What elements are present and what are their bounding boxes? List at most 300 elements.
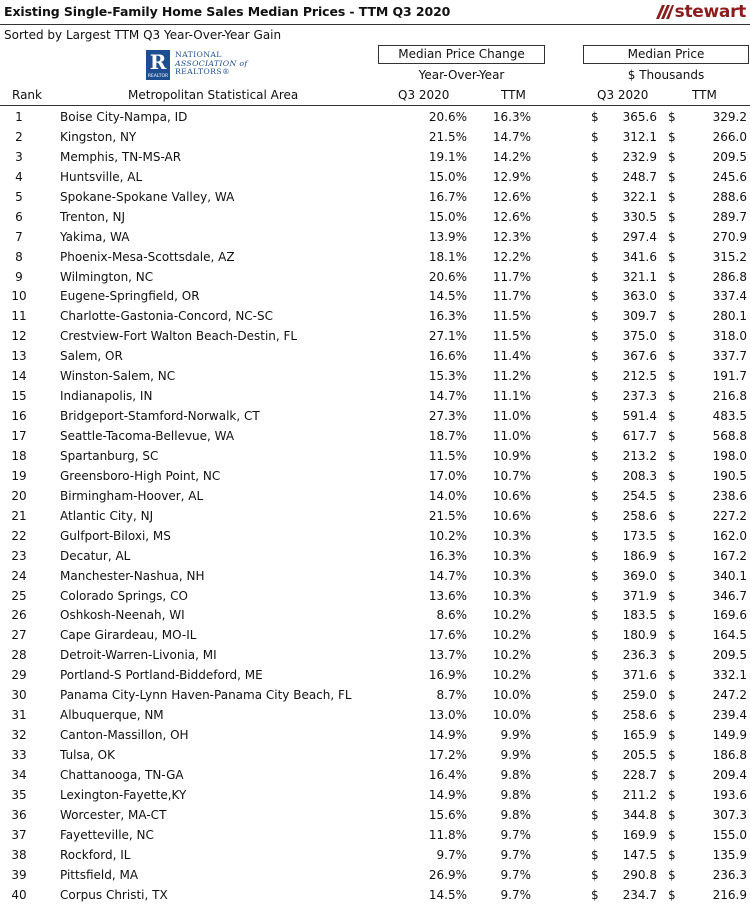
- rank-cell: 11: [11, 309, 27, 324]
- yoy-q3-cell: 11.5%: [428, 448, 467, 463]
- yoy-q3-cell: 14.9%: [428, 787, 467, 802]
- currency-symbol: $: [668, 289, 676, 304]
- price-q3-cell: 248.7: [622, 169, 657, 184]
- price-q3-cell: 365.6: [622, 110, 657, 124]
- area-cell: Wilmington, NC: [60, 269, 154, 284]
- currency-symbol: $: [668, 209, 676, 224]
- yoy-ttm-cell: 10.3%: [492, 568, 531, 583]
- column-header-price-q3: Q3 2020: [597, 88, 649, 102]
- stewart-swoosh-icon: [654, 4, 674, 20]
- column-header-price-ttm: TTM: [692, 88, 717, 102]
- yoy-ttm-cell: 9.8%: [500, 767, 531, 782]
- price-ttm-cell: 164.5: [712, 628, 747, 643]
- rank-cell: 17: [11, 429, 27, 443]
- yoy-q3-cell: 16.9%: [428, 668, 467, 683]
- yoy-ttm-cell: 11.7%: [492, 289, 531, 304]
- yoy-q3-cell: 14.5%: [428, 289, 467, 304]
- table-row: [0, 886, 750, 906]
- yoy-ttm-cell: 14.7%: [492, 129, 531, 144]
- yoy-ttm-cell: 10.9%: [492, 448, 531, 463]
- yoy-q3-cell: 10.2%: [428, 528, 467, 543]
- table-row: [0, 367, 750, 387]
- yoy-q3-cell: 15.0%: [428, 209, 467, 224]
- rank-cell: 29: [11, 668, 27, 683]
- price-ttm-cell: 149.9: [712, 728, 747, 743]
- table-row: [0, 606, 750, 626]
- yoy-ttm-cell: 11.0%: [492, 429, 531, 443]
- price-q3-cell: 258.6: [622, 708, 657, 723]
- currency-symbol: $: [591, 528, 599, 543]
- price-ttm-cell: 193.6: [712, 787, 747, 802]
- currency-symbol: $: [668, 448, 676, 463]
- area-cell: Oshkosh-Neenah, WI: [60, 608, 185, 623]
- price-q3-cell: 165.9: [622, 728, 657, 743]
- table-row: [0, 826, 750, 846]
- price-q3-cell: 591.4: [622, 409, 657, 424]
- table-row: [0, 447, 750, 467]
- area-cell: Kingston, NY: [60, 129, 137, 144]
- page-title: Existing Single-Family Home Sales Median Prices - TTM Q3 2020: [4, 4, 451, 19]
- rank-cell: 23: [11, 548, 27, 563]
- currency-symbol: $: [668, 807, 676, 822]
- rank-cell: 9: [15, 269, 23, 284]
- price-q3-cell: 309.7: [622, 309, 657, 324]
- currency-symbol: $: [591, 648, 599, 663]
- area-cell: Detroit-Warren-Livonia, MI: [60, 648, 217, 663]
- currency-symbol: $: [668, 409, 676, 424]
- area-cell: Winston-Salem, NC: [60, 369, 176, 384]
- yoy-q3-cell: 15.3%: [428, 369, 467, 384]
- table-row: [0, 726, 750, 746]
- currency-symbol: $: [668, 508, 676, 523]
- currency-symbol: $: [591, 229, 599, 244]
- price-q3-cell: 254.5: [622, 488, 657, 503]
- currency-symbol: $: [668, 229, 676, 244]
- price-q3-cell: 297.4: [622, 229, 657, 244]
- currency-symbol: $: [668, 787, 676, 802]
- price-q3-cell: 169.9: [622, 827, 657, 842]
- rank-cell: 2: [15, 129, 23, 144]
- yoy-ttm-cell: 11.4%: [492, 349, 531, 364]
- yoy-ttm-cell: 9.9%: [500, 748, 531, 762]
- table-row: [0, 846, 750, 866]
- nar-logo: [146, 50, 266, 82]
- yoy-q3-cell: 14.7%: [428, 568, 467, 583]
- price-ttm-cell: 236.3: [712, 867, 747, 882]
- yoy-q3-cell: 17.6%: [428, 628, 467, 643]
- area-cell: Memphis, TN-MS-AR: [60, 149, 182, 164]
- area-cell: Corpus Christi, TX: [60, 887, 168, 902]
- yoy-q3-cell: 27.3%: [428, 409, 467, 424]
- yoy-ttm-cell: 9.8%: [500, 787, 531, 802]
- currency-symbol: $: [668, 728, 676, 743]
- yoy-ttm-cell: 9.7%: [500, 867, 531, 882]
- currency-symbol: $: [668, 309, 676, 324]
- price-ttm-cell: 329.2: [712, 110, 747, 124]
- rank-cell: 15: [11, 389, 27, 404]
- table-row: [0, 287, 750, 307]
- currency-symbol: $: [591, 588, 599, 603]
- yoy-q3-cell: 16.6%: [428, 349, 467, 364]
- price-q3-cell: 147.5: [622, 847, 657, 862]
- table-row: [0, 268, 750, 288]
- rank-cell: 5: [15, 189, 23, 204]
- price-q3-cell: 258.6: [622, 508, 657, 523]
- rank-cell: 12: [11, 329, 27, 344]
- currency-symbol: $: [668, 269, 676, 284]
- rank-cell: 20: [11, 488, 27, 503]
- table-row: [0, 746, 750, 766]
- price-ttm-cell: 155.0: [712, 827, 747, 842]
- currency-symbol: $: [591, 688, 599, 703]
- rank-cell: 35: [11, 787, 27, 802]
- price-ttm-cell: 162.0: [712, 528, 747, 543]
- table-row: [0, 527, 750, 547]
- currency-symbol: $: [591, 209, 599, 224]
- price-ttm-cell: 216.9: [712, 887, 747, 902]
- rank-cell: 16: [11, 409, 27, 424]
- area-cell: Fayetteville, NC: [60, 827, 154, 842]
- yoy-ttm-cell: 9.7%: [500, 827, 531, 842]
- currency-symbol: $: [668, 149, 676, 164]
- area-cell: Rockford, IL: [60, 847, 131, 862]
- table-row: [0, 188, 750, 208]
- logo-line: NATIONAL: [175, 50, 222, 59]
- yoy-ttm-cell: 10.3%: [492, 548, 531, 563]
- table-row: [0, 208, 750, 228]
- currency-symbol: $: [668, 887, 676, 902]
- currency-symbol: $: [591, 508, 599, 523]
- price-q3-cell: 211.2: [622, 787, 657, 802]
- price-q3-cell: 228.7: [622, 767, 657, 782]
- column-header-yoy-ttm: TTM: [501, 88, 526, 102]
- price-q3-cell: 213.2: [622, 448, 657, 463]
- area-cell: Gulfport-Biloxi, MS: [60, 528, 171, 543]
- currency-symbol: $: [591, 169, 599, 184]
- yoy-ttm-cell: 10.2%: [492, 608, 531, 623]
- currency-symbol: $: [668, 767, 676, 782]
- area-cell: Boise City-Nampa, ID: [60, 110, 188, 124]
- price-q3-cell: 341.6: [622, 249, 657, 264]
- group-subheader-yoy: Year-Over-Year: [418, 68, 505, 82]
- currency-symbol: $: [591, 129, 599, 144]
- table-row: [0, 706, 750, 726]
- currency-symbol: $: [668, 528, 676, 543]
- table-row: [0, 567, 750, 587]
- area-cell: Huntsville, AL: [60, 169, 143, 184]
- price-ttm-cell: 315.2: [712, 249, 747, 264]
- price-ttm-cell: 190.5: [712, 468, 747, 483]
- yoy-q3-cell: 15.6%: [428, 807, 467, 822]
- currency-symbol: $: [668, 349, 676, 364]
- yoy-q3-cell: 26.9%: [428, 867, 467, 882]
- price-q3-cell: 617.7: [622, 429, 657, 443]
- rank-cell: 3: [15, 149, 23, 164]
- yoy-q3-cell: 9.7%: [436, 847, 467, 862]
- price-q3-cell: 205.5: [622, 748, 657, 762]
- currency-symbol: $: [591, 608, 599, 623]
- yoy-ttm-cell: 14.2%: [492, 149, 531, 164]
- yoy-q3-cell: 14.9%: [428, 728, 467, 743]
- price-ttm-cell: 238.6: [712, 488, 747, 503]
- yoy-ttm-cell: 12.6%: [492, 189, 531, 204]
- area-cell: Indianapolis, IN: [60, 389, 153, 404]
- currency-symbol: $: [591, 189, 599, 204]
- rank-cell: 1: [15, 110, 23, 124]
- rank-cell: 13: [11, 349, 27, 364]
- currency-symbol: $: [591, 748, 599, 762]
- area-cell: Portland-S Portland-Biddeford, ME: [60, 668, 263, 683]
- table-row: [0, 487, 750, 507]
- currency-symbol: $: [668, 468, 676, 483]
- yoy-ttm-cell: 11.5%: [492, 309, 531, 324]
- yoy-q3-cell: 20.6%: [428, 269, 467, 284]
- currency-symbol: $: [668, 129, 676, 144]
- currency-symbol: $: [591, 807, 599, 822]
- currency-symbol: $: [591, 349, 599, 364]
- group-header-price-change: Median Price Change: [378, 45, 545, 64]
- yoy-q3-cell: 13.9%: [428, 229, 467, 244]
- rank-cell: 28: [11, 648, 27, 663]
- currency-symbol: $: [668, 389, 676, 404]
- rank-cell: 24: [11, 568, 27, 583]
- price-q3-cell: 330.5: [622, 209, 657, 224]
- price-q3-cell: 173.5: [622, 528, 657, 543]
- yoy-q3-cell: 13.6%: [428, 588, 467, 603]
- rank-cell: 26: [11, 608, 27, 623]
- yoy-q3-cell: 8.7%: [436, 688, 467, 703]
- currency-symbol: $: [591, 249, 599, 264]
- yoy-q3-cell: 21.5%: [428, 508, 467, 523]
- area-cell: Trenton, NJ: [60, 209, 126, 224]
- area-cell: Atlantic City, NJ: [60, 508, 154, 523]
- yoy-q3-cell: 19.1%: [428, 149, 467, 164]
- table-row: [0, 108, 750, 128]
- yoy-ttm-cell: 10.3%: [492, 528, 531, 543]
- table-row: [0, 646, 750, 666]
- rank-cell: 39: [11, 867, 27, 882]
- currency-symbol: $: [668, 827, 676, 842]
- yoy-ttm-cell: 12.6%: [492, 209, 531, 224]
- rank-cell: 25: [11, 588, 27, 603]
- price-ttm-cell: 209.5: [712, 648, 747, 663]
- price-q3-cell: 186.9: [622, 548, 657, 563]
- currency-symbol: $: [668, 748, 676, 762]
- currency-symbol: $: [591, 149, 599, 164]
- yoy-q3-cell: 16.3%: [428, 548, 467, 563]
- currency-symbol: $: [668, 169, 676, 184]
- yoy-q3-cell: 16.3%: [428, 309, 467, 324]
- rank-cell: 40: [11, 887, 27, 902]
- rank-cell: 38: [11, 847, 27, 862]
- currency-symbol: $: [591, 309, 599, 324]
- yoy-ttm-cell: 10.6%: [492, 508, 531, 523]
- rank-cell: 21: [11, 508, 27, 523]
- price-ttm-cell: 209.4: [712, 767, 747, 782]
- yoy-ttm-cell: 12.3%: [492, 229, 531, 244]
- table-row: [0, 387, 750, 407]
- yoy-q3-cell: 18.7%: [428, 429, 467, 443]
- area-cell: Panama City-Lynn Haven-Panama City Beach, FL: [60, 688, 352, 703]
- price-ttm-cell: 227.2: [712, 508, 747, 523]
- yoy-q3-cell: 17.0%: [428, 468, 467, 483]
- brand-name: stewart: [674, 2, 746, 22]
- yoy-ttm-cell: 10.2%: [492, 648, 531, 663]
- price-ttm-cell: 337.7: [712, 349, 747, 364]
- table-row: [0, 148, 750, 168]
- header-divider: [0, 105, 750, 106]
- rank-cell: 8: [15, 249, 23, 264]
- area-cell: Spokane-Spokane Valley, WA: [60, 189, 235, 204]
- price-q3-cell: 180.9: [622, 628, 657, 643]
- price-ttm-cell: 245.6: [712, 169, 747, 184]
- rank-cell: 4: [15, 169, 23, 184]
- yoy-ttm-cell: 10.6%: [492, 488, 531, 503]
- area-cell: Lexington-Fayette,KY: [60, 787, 187, 802]
- yoy-q3-cell: 27.1%: [428, 329, 467, 344]
- currency-symbol: $: [591, 110, 599, 124]
- table-row: [0, 686, 750, 706]
- currency-symbol: $: [668, 568, 676, 583]
- rank-cell: 34: [11, 767, 27, 782]
- currency-symbol: $: [591, 787, 599, 802]
- yoy-q3-cell: 14.7%: [428, 389, 467, 404]
- currency-symbol: $: [591, 409, 599, 424]
- table-row: [0, 507, 750, 527]
- table-row: [0, 467, 750, 487]
- stewart-logo: [654, 2, 746, 22]
- logo-letter: R: [149, 50, 167, 74]
- column-header-area: Metropolitan Statistical Area: [128, 88, 299, 102]
- currency-symbol: $: [668, 429, 676, 443]
- price-q3-cell: 208.3: [622, 468, 657, 483]
- yoy-ttm-cell: 10.3%: [492, 588, 531, 603]
- group-header-median-price: Median Price: [583, 45, 749, 64]
- yoy-ttm-cell: 10.2%: [492, 668, 531, 683]
- title-bar: [0, 0, 750, 25]
- currency-symbol: $: [668, 548, 676, 563]
- yoy-q3-cell: 17.2%: [428, 748, 467, 762]
- price-q3-cell: 344.8: [622, 807, 657, 822]
- area-cell: Eugene-Springfield, OR: [60, 289, 200, 304]
- price-q3-cell: 212.5: [622, 369, 657, 384]
- table-row: [0, 327, 750, 347]
- table-row: [0, 407, 750, 427]
- rank-cell: 6: [15, 209, 23, 224]
- price-q3-cell: 234.7: [622, 887, 657, 902]
- yoy-ttm-cell: 11.0%: [492, 409, 531, 424]
- price-q3-cell: 321.1: [622, 269, 657, 284]
- yoy-ttm-cell: 10.0%: [492, 708, 531, 723]
- currency-symbol: $: [591, 369, 599, 384]
- currency-symbol: $: [591, 269, 599, 284]
- yoy-ttm-cell: 9.7%: [500, 847, 531, 862]
- table-row: [0, 666, 750, 686]
- price-ttm-cell: 198.0: [712, 448, 747, 463]
- area-cell: Greensboro-High Point, NC: [60, 468, 221, 483]
- table-row: [0, 347, 750, 367]
- currency-symbol: $: [591, 767, 599, 782]
- price-ttm-cell: 332.1: [712, 668, 747, 683]
- table-row: [0, 248, 750, 268]
- currency-symbol: $: [591, 827, 599, 842]
- currency-symbol: $: [668, 688, 676, 703]
- currency-symbol: $: [591, 389, 599, 404]
- table-row: [0, 806, 750, 826]
- area-cell: Seattle-Tacoma-Bellevue, WA: [60, 429, 235, 443]
- area-cell: Bridgeport-Stamford-Norwalk, CT: [60, 409, 260, 424]
- area-cell: Albuquerque, NM: [60, 708, 164, 723]
- currency-symbol: $: [668, 867, 676, 882]
- price-ttm-cell: 270.9: [712, 229, 747, 244]
- rank-cell: 32: [11, 728, 27, 743]
- yoy-ttm-cell: 11.5%: [492, 329, 531, 344]
- rank-cell: 22: [11, 528, 27, 543]
- currency-symbol: $: [668, 628, 676, 643]
- currency-symbol: $: [668, 369, 676, 384]
- rank-cell: 27: [11, 628, 27, 643]
- price-ttm-cell: 346.7: [712, 588, 747, 603]
- yoy-q3-cell: 8.6%: [436, 608, 467, 623]
- area-cell: Worcester, MA-CT: [60, 807, 167, 822]
- currency-symbol: $: [668, 249, 676, 264]
- currency-symbol: $: [591, 429, 599, 443]
- price-ttm-cell: 216.8: [712, 389, 747, 404]
- yoy-ttm-cell: 10.7%: [492, 468, 531, 483]
- currency-symbol: $: [591, 568, 599, 583]
- yoy-q3-cell: 13.7%: [428, 648, 467, 663]
- page-subtitle: Sorted by Largest TTM Q3 Year-Over-Year Gain: [4, 28, 282, 42]
- price-ttm-cell: 266.0: [712, 129, 747, 144]
- table-row: [0, 427, 750, 447]
- area-cell: Spartanburg, SC: [60, 448, 159, 463]
- currency-symbol: $: [668, 648, 676, 663]
- price-ttm-cell: 289.7: [712, 209, 747, 224]
- yoy-q3-cell: 16.4%: [428, 767, 467, 782]
- currency-symbol: $: [668, 588, 676, 603]
- price-ttm-cell: 191.7: [712, 369, 747, 384]
- yoy-q3-cell: 14.0%: [428, 488, 467, 503]
- logo-line: REALTORS®: [175, 67, 231, 77]
- currency-symbol: $: [591, 329, 599, 344]
- yoy-ttm-cell: 12.2%: [492, 249, 531, 264]
- area-cell: Chattanooga, TN-GA: [60, 767, 184, 782]
- column-header-yoy-q3: Q3 2020: [398, 88, 450, 102]
- logo-line: ASSOCIATION of: [175, 58, 248, 68]
- yoy-ttm-cell: 9.8%: [500, 807, 531, 822]
- price-ttm-cell: 167.2: [712, 548, 747, 563]
- rank-cell: 30: [11, 688, 27, 703]
- price-q3-cell: 375.0: [622, 329, 657, 344]
- price-ttm-cell: 288.6: [712, 189, 747, 204]
- price-q3-cell: 371.9: [622, 588, 657, 603]
- price-ttm-cell: 483.5: [712, 409, 747, 424]
- table-row: [0, 766, 750, 786]
- table-row: [0, 626, 750, 646]
- area-cell: Birmingham-Hoover, AL: [60, 488, 204, 503]
- price-q3-cell: 236.3: [622, 648, 657, 663]
- logo-small-text: REALTOR: [147, 74, 169, 79]
- currency-symbol: $: [591, 708, 599, 723]
- rank-cell: 31: [11, 708, 27, 723]
- area-cell: Cape Girardeau, MO-IL: [60, 628, 197, 643]
- price-ttm-cell: 340.1: [712, 568, 747, 583]
- currency-symbol: $: [591, 448, 599, 463]
- price-ttm-cell: 239.4: [712, 708, 747, 723]
- table-row: [0, 866, 750, 886]
- area-cell: Phoenix-Mesa-Scottsdale, AZ: [60, 249, 235, 264]
- currency-symbol: $: [591, 488, 599, 503]
